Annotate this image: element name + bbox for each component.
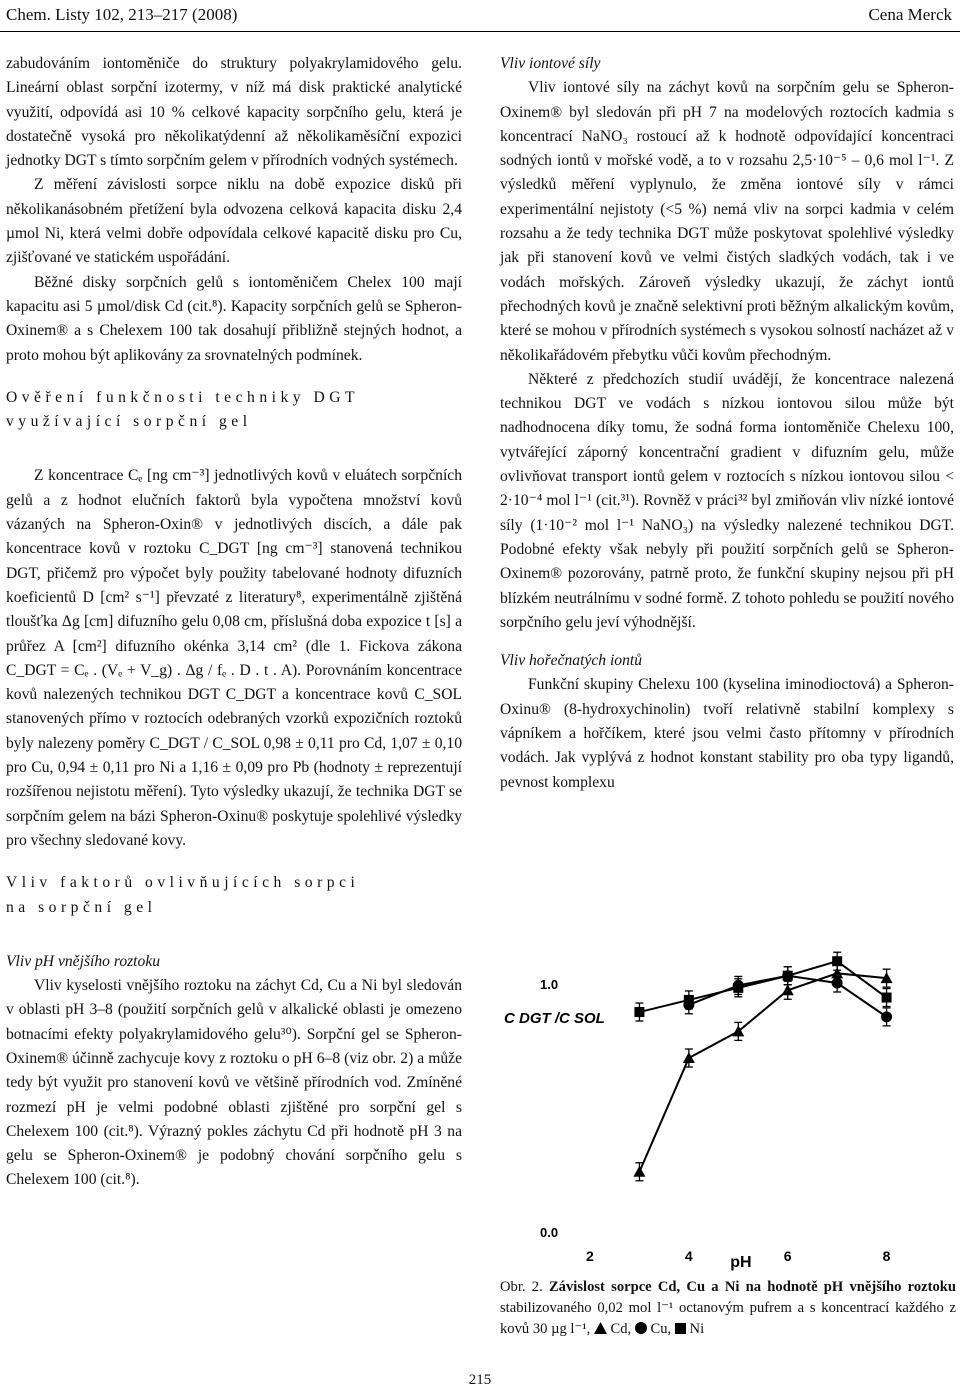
paragraph: Některé z předchozích studií uvádějí, že koncentrace nalezená technikou DGT ve vodách s nízkou iontovou silou může být nadhodnocena díky tomu, že sodná forma iontoměniče Chelexu 100, vytvářející záporný koncentrační gradient v difuzním gelu, může ovlivňovat transport iontů gelem v roztocích s nízkou iontovou silou < 2·10⁻⁴ mol l⁻¹ (cit.³¹). Rovněž v práci³² byl zmiňován vliv nízké iontové síly (1·10⁻² mol l⁻¹ NaNO₃) na výsledky nalezené technikou DGT. Podobné efekty však nebyly při použití sorpčních gelů se Spheron-Oxinem® pozorovány, patrně proto, že funkční skupiny nejsou při pH blízkém neutrálnímu v sodné formě. Z tohoto pohledu se použití nového sorpčního gelu jeví výhodnější.: [500, 370, 954, 631]
paragraph: Běžné disky sorpčních gelů s iontoměničem Chelex 100 mají kapacitu asi 5 µmol/disk Cd (cit.⁸). Kapacity sorpčních gelů se Spheron-Oxinem® a s Chelexem 100 tak dosahují přibližně stejných hodnot, a proto mohou být aplikovány za srovnatelných podmínek.: [6, 273, 462, 364]
data-point-ni: [783, 971, 793, 981]
paragraph: Z koncentrace Cₑ [ng cm⁻³] jednotlivých kovů v eluátech sorpčních gelů a z hodnot elučních faktorů byla vypočtena množství kovů vázaných na Spheron-Oxin® v jednotlivých discích, a dále pak koncentrace kovů v roztoku C_DGT [ng cm⁻³] stanovená technikou DGT, přičemž pro výpočet byly použity tabelované hodnoty difuzních koeficientů D [cm² s⁻¹] převzaté z literatury⁸, experimentálně zjištěná tloušťka Δg [cm] difuzního gelu 0,08 cm, příslušná doba expozice t [s] a průřez A [cm²] difuzního okénka 3,14 cm² (dle 1. Fickova zákona C_DGT = Cₑ . (Vₑ + V_g) . Δg / fₑ . D . t . A). Porovnáním koncentrace kovů nalezených technikou DGT C_DGT a koncentrace kovů C_SOL stanovených přímo v roztocích odebraných vzorků expozičních roztoků byly nalezeny poměry C_DGT / C_SOL 0,98 ± 0,11 pro Cd, 1,07 ± 0,10 pro Cu, 0,94 ± 0,11 pro Ni a 1,16 ± 0,09 pro Pb (hodnoty ± reprezentují rozšířenou nejistotu měření). Tyto výsledky ukazují, že technika DGT se sorpčním gelem na bázi Spheron-Oxinu® poskytuje spolehlivé výsledky pro všechny sledované kovy.: [6, 467, 462, 849]
chart-series: [633, 952, 892, 1181]
x-tick-label: 4: [684, 1248, 693, 1264]
subsection-heading: Vliv iontové síly: [500, 55, 601, 72]
paragraph: Z měření závislosti sorpce niklu na době expozice disků při několikanásobném přetížení byla odvozena celková kapacita disku 2,4 µmol Ni, která velmi dobře odpovídala celkové kapacitě disku pro Cu, zjišťované ve statickém uspořádání.: [6, 176, 462, 267]
x-tick-label: 8: [882, 1248, 891, 1264]
legend-cu: Cu,: [650, 1321, 672, 1337]
page-number: 215: [468, 1372, 492, 1388]
paragraph: zabudováním iontoměniče do struktury polyakrylamidového gelu. Lineární oblast sorpční izotermy, v níž má disk praktické analytické využití, odpovídá asi 10 % celkové kapacity sorpčního gelu, která je dostatečně vysoká pro několikatýdenní až několikaměsíční expozici jednotky DGT s tímto sorpčním gelem v přírodních vodných systémech.: [6, 55, 462, 170]
legend-cd: Cd,: [610, 1321, 632, 1337]
x-axis-label: pH: [730, 1254, 752, 1271]
running-header: [0, 0, 960, 32]
section-heading-line: Ověření funkčnosti techniky DGT: [6, 388, 359, 406]
paragraph: Vliv iontové síly na záchyt kovů na sorpčním gelu se Spheron-Oxinem® byl sledován při pH 7 na modelových roztocích kadmia s koncentrací NaNO₃ rostoucí až k hodnotě odpovídající koncentraci sodných iontů v mořské vodě, a to v rozsahu 2,5·10⁻⁵ – 0,6 mol l⁻¹. Z výsledků měření vyplynulo, že změna iontové síly v rámci experimentální nejistoty (<5 %) nemá vliv na sorpci kadmia v celém rozsahu a že tedy technika DGT může poskytovat spolehlivé výsledky jak při stanovení kovů ve velmi čistých sladkých vodách, tak i ve vodách mořských. Zároveň výsledky ukazují, že záchyt iontů přechodných kovů je značně selektivní proti běžným alkalickým kovům, které se mohou v přírodních systémech s vysokou solností nacházet až v několikařádovém přebytku vůči kovům přechodným.: [500, 79, 954, 364]
paragraph: Vliv kyselosti vnějšího roztoku na záchyt Cd, Cu a Ni byl sledován v oblasti pH 3–8 (použití sorpčních gelů v alkalické oblasti je omezeno botnacími efekty polyakrylamidového gelu³⁰). Sorpční gel se Spheron-Oxinem® účinně zachycuje kovy z roztoku o pH 6–8 (viz obr. 2) a může tedy být využit pro stanovení kovů ve většině přírodních vod. Zmíněné rozmezí pH je velmi podobné oblasti zjištěné pro sorpční gel s Chelexem 100 (cit.⁸). Výrazný pokles záchytu Cd při hodnotě pH 3 na gelu se Spheron-Oxinem® je podobný chování sorpčního gelu s Chelexem 100 (cit.⁸).: [6, 977, 462, 1189]
data-point-cu: [881, 1011, 892, 1022]
figure-caption: [500, 1277, 956, 1340]
x-tick-label: 2: [586, 1248, 594, 1264]
data-point-cd: [633, 1166, 645, 1177]
data-point-ni: [832, 956, 842, 966]
figure-label: Obr. 2.: [500, 1279, 543, 1295]
data-point-ni: [882, 993, 892, 1003]
y-tick-label: 0.0: [540, 1225, 559, 1240]
data-point-ni: [684, 995, 694, 1005]
section-heading: [6, 386, 462, 435]
legend-ni: Ni: [689, 1321, 705, 1337]
section-heading-line: Vliv faktorů ovlivňujících sorpci: [6, 874, 360, 892]
right-column: [500, 52, 954, 795]
subsection-heading: Vliv hořečnatých iontů: [500, 652, 643, 670]
data-point-ni: [634, 1007, 644, 1017]
triangle-marker-icon: [594, 1322, 607, 1334]
paragraph: Funkční skupiny Chelexu 100 (kyselina iminodioctová) a Spheron-Oxinu® (8-hydroxychinolin) tvoří relativně stabilní komplexy s vápníkem a hořčíkem, které jsou velmi často přítomny v přírodních vodách. Jak vyplývá z hodnot konstant stability pro oba typy ligandů, pevnost komplexu: [500, 676, 954, 791]
caption-text: stabilizovaného 0,02 mol l⁻¹ octanovým pufrem a s koncentrací každého z kovů 30 µg l⁻¹,: [500, 1300, 956, 1337]
series-line-ni: [639, 961, 886, 1012]
data-point-cu: [832, 978, 843, 989]
y-tick-label: 1.0: [540, 977, 559, 992]
header-rule: [0, 31, 960, 32]
square-marker-icon: [675, 1323, 686, 1334]
caption-title: Závislost sorpce Cd, Cu a Ni na hodnotě pH vnějšího roztoku: [548, 1279, 956, 1295]
journal-citation: Chem. Listy 102, 213–217 (2008): [6, 5, 238, 24]
section-heading-line: na sorpční gel: [6, 898, 157, 916]
data-point-ni: [733, 983, 743, 993]
subsection-heading: Vliv pH vnějšího roztoku: [6, 952, 161, 970]
y-axis-label: C DGT /C SOL: [504, 1010, 605, 1027]
data-point-cd: [683, 1052, 695, 1063]
section-title: Cena Merck: [868, 5, 952, 24]
left-column: [6, 52, 462, 1193]
circle-marker-icon: [635, 1322, 647, 1334]
ph-dependence-chart: [500, 955, 956, 1271]
section-heading-line: využívající sorpční gel: [6, 413, 252, 431]
section-heading: [6, 871, 462, 920]
x-tick-label: 6: [783, 1248, 792, 1264]
chart-labels: [504, 977, 891, 1271]
